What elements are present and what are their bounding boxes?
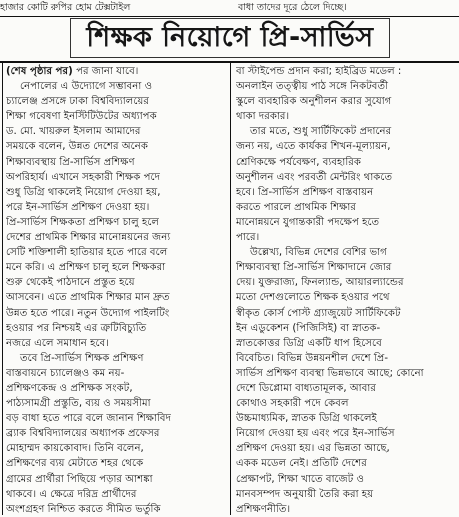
left-line: প্রি-সার্ভিস শিক্ষকতা প্রশিক্ষণ চালু হলে	[6, 216, 160, 228]
right-line: অনলাইন তত্ত্বীয় পাঠ সঙ্গে নিকটবর্তী	[236, 81, 389, 93]
continuation-line	[6, 64, 226, 79]
right-column	[236, 64, 456, 517]
left-line: পাঠ্যসামগ্রী প্রস্তুতি, ব্যয় ও সময়সীমা	[6, 398, 151, 410]
right-line: সার্ভিস প্রশিক্ষণ ব্যবস্থা ভিন্নভাবে আছে; কোনো	[236, 367, 424, 379]
left-line: পর জানা যাবে।	[72, 66, 139, 77]
left-line: তবে প্রি-সার্ভিস শিক্ষক প্রশিক্ষণ	[20, 352, 144, 364]
right-line: উল্লেখ্য, বিভিন্ন দেশের বেশির ভাগ	[250, 247, 387, 259]
headline: শিক্ষক নিয়োগে প্রি-সার্ভিস	[70, 18, 390, 58]
right-line: মতো দেশগুলোতে শিক্ষক হওয়ার পথে	[236, 292, 390, 304]
right-line: থাকা দরকার।	[236, 111, 290, 123]
right-line: অনুশীলন এবং পরবর্তী মেন্টরিং থাকতে	[236, 171, 393, 183]
left-line: থাকবে। এ ক্ষেত্রে দরিদ্র প্রার্থীদের	[6, 488, 137, 500]
right-line: উচ্চমাধ্যমিক, স্নাতক ডিগ্রি থাকলেই	[236, 413, 377, 425]
right-line: একক মডেল নেই। প্রতিটি দেশের	[236, 458, 367, 470]
right-line: হবে। প্রি-সার্ভিস প্রশিক্ষণ বাস্তবায়ন	[236, 186, 374, 198]
left-line: শিক্ষা গবেষণা ইনস্টিটিউটের অধ্যাপক	[6, 111, 157, 123]
left-line: ড. মো. খায়রুল ইসলাম আমাদের	[6, 126, 141, 138]
left-line: মনে করি। এ প্রশিক্ষণ চালু হলে শিক্ষকরা	[6, 262, 166, 274]
right-line: বা স্টাইপেন্ড প্রদান করা; হাইব্রিড মডেল :	[236, 66, 402, 77]
left-line: সেটি শক্তিশালী হাতিয়ার হতে পারে বলে	[6, 247, 168, 259]
left-line: গ্রামের প্রার্থীরা পিছিয়ে পড়ার আশঙ্কা	[6, 473, 153, 485]
left-line: শুরু থেকেই পাঠদানে প্রস্তুত হয়ে	[6, 277, 135, 289]
left-line: বাস্তবায়নে চ্যালেঞ্জও কম নয়-	[6, 367, 125, 379]
right-line: নিয়োগ দেওয়া হয় এবং পরে ইন-সার্ভিস	[236, 428, 395, 440]
left-line: শিক্ষাব্যবস্থায় প্রি-সার্ভিস প্রশিক্ষণ	[6, 156, 135, 168]
top-continuation-left: হাজার কোটি রুপির হোম টেক্সটাইল	[0, 2, 131, 13]
left-line: শুধু ডিগ্রি থাকলেই নিয়োগ দেওয়া হয়,	[6, 186, 161, 198]
right-line: দেয়। যুক্তরাজ্য, ফিনল্যান্ড, আয়ারল্যান্ডের	[236, 277, 404, 289]
right-line: শিক্ষাব্যবস্থা প্রি-সার্ভিস শিক্ষাদানে জোর	[236, 262, 392, 274]
right-line: স্কুলে ব্যবহারিক অনুশীলন করার সুযোগ	[236, 96, 392, 108]
top-continuation-right: বাধা তাদের দূরে ঠেলে দিচ্ছে।	[238, 2, 347, 13]
left-line: ব্র্যাক বিশ্ববিদ্যালয়ের অধ্যাপক প্রফেসর	[6, 428, 160, 440]
left-line: প্রশিক্ষণের ব্যয় মেটাতে শহর থেকে	[6, 458, 144, 470]
left-line: দেশের প্রাথমিক শিক্ষার মানোন্নয়নের জন্য	[6, 232, 171, 244]
right-line: বিবেচিত। বিভিন্ন উন্নয়নশীল দেশে প্রি-	[236, 352, 389, 364]
right-line: দেশে ডিপ্লোমা বাধ্যতামূলক, আবার	[236, 382, 376, 394]
left-line: মোহাম্মদ কায়কোবাদ। তিনি বলেন,	[6, 443, 144, 455]
right-line: মানবসম্পদ অনুযায়ী তৈরি করা হয়	[236, 488, 374, 500]
left-line: নেপালের এ উদ্যোগে সম্ভাবনা ও	[20, 81, 153, 93]
left-line: প্রশিক্ষণকেন্দ্র ও প্রশিক্ষক সংকট,	[6, 382, 133, 394]
left-line: বড় বাধা হতে পারে বলে জানান শিক্ষাবিদ	[6, 413, 171, 425]
right-line: স্বীকৃত কোর্স পোস্ট গ্র্যাজুয়েট সার্টিফিকেট	[236, 307, 401, 319]
left-line: নজরে এলে সমাধান হবে।	[6, 337, 109, 349]
right-line: প্রশিক্ষণ দেওয়া হয়। এর ভিন্নতা আছে,	[236, 443, 390, 455]
right-line: কোথাও সহকারী পদে কেবল	[236, 398, 349, 410]
right-line: মানোন্নয়নে যুগান্তকারী পদক্ষেপ হতে	[236, 216, 380, 228]
left-edge-rule	[2, 63, 3, 515]
right-line: করতে পারলে প্রাথমিক শিক্ষার	[236, 201, 356, 213]
right-line: পারে।	[236, 232, 260, 244]
right-line: জন্য নয়, এতে কার্যকর শিখন-মূল্যায়ন,	[236, 141, 391, 153]
right-line: ইন এডুকেশন (পিজিসিই) বা স্নাতক-	[236, 322, 381, 334]
left-line: উন্নত হতে পারে। নতুন উদ্যোগ পাইলটিং	[6, 307, 170, 319]
left-line: সময়কে বলেন, উন্নত দেশের অনেক	[6, 141, 148, 153]
right-line: স্নাতকোত্তর ডিগ্রি একটি ধাপ হিসেবে	[236, 337, 382, 349]
left-line: হওয়ার পর নিশ্চয়ই এর ত্রুটিবিচ্যুতি	[6, 322, 147, 334]
left-line: আসবেন। এতে প্রাথমিক শিক্ষার মান দ্রুত	[6, 292, 170, 304]
left-line: অংশগ্রহণ নিশ্চিত করতে সীমিত ভর্তুকি	[6, 503, 161, 515]
right-line: তার মতে, শুধু সার্টিফিকেট প্রদানের	[250, 126, 392, 138]
top-divider	[0, 16, 459, 17]
left-line: অপরিহার্য। এখানে সহকারী শিক্ষক পদে	[6, 171, 160, 183]
left-line: পরে ইন-সার্ভিস প্রশিক্ষণ দেওয়া হয়।	[6, 201, 150, 213]
right-line: প্রশিক্ষণনীতি।	[236, 503, 291, 515]
left-line: চ্যালেঞ্জ প্রসঙ্গে ঢাকা বিশ্ববিদ্যালয়ের	[6, 96, 150, 108]
right-line: প্রেক্ষাপট, শিক্ষা খাতে বাজেট ও	[236, 473, 365, 485]
right-line: শ্রেণিকক্ষে পর্যবেক্ষণ, ব্যবহারিক	[236, 156, 362, 168]
column-divider	[230, 63, 231, 515]
left-column	[6, 64, 226, 517]
continuation-tag: (শেষ পৃষ্ঠার পর)	[6, 66, 73, 77]
